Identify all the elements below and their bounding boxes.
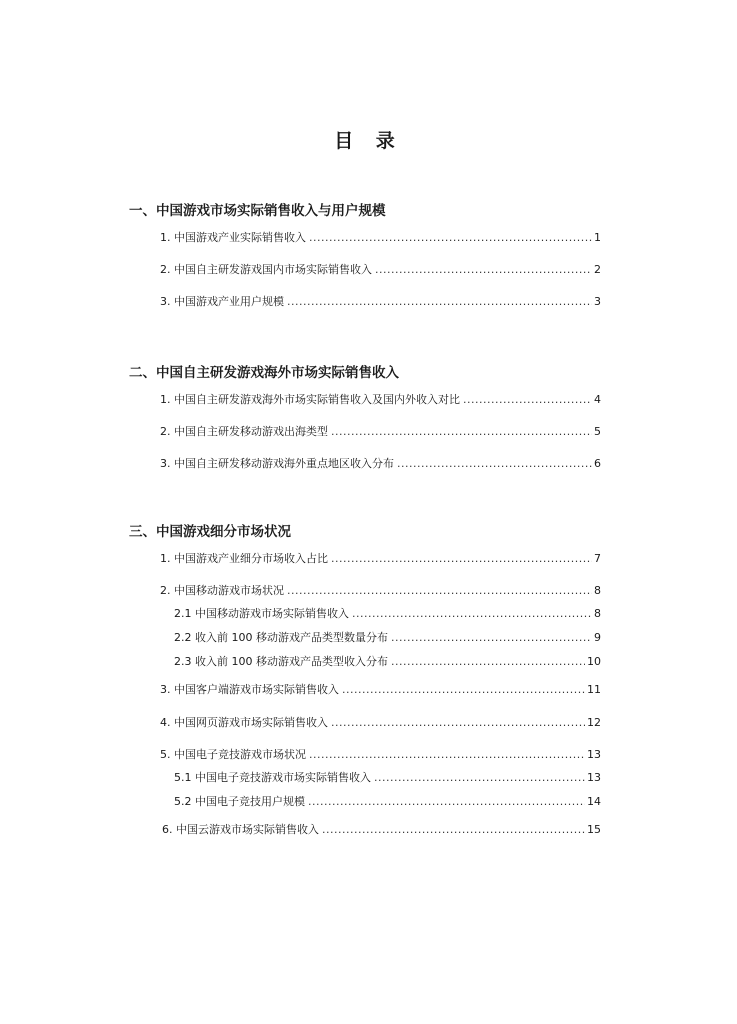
section-heading-3: 三、中国游戏细分市场状况 xyxy=(129,524,291,540)
toc-entry[interactable] xyxy=(174,795,601,809)
toc-entry-label: 3. 中国游戏产业用户规模 xyxy=(160,295,284,308)
dot-leader xyxy=(331,552,592,566)
dot-leader xyxy=(391,631,592,645)
toc-entry[interactable] xyxy=(160,263,601,277)
dot-leader xyxy=(331,425,592,439)
dot-leader xyxy=(287,584,592,598)
toc-page-number: 1 xyxy=(594,231,601,244)
toc-entry[interactable] xyxy=(160,295,601,309)
toc-entry-label: 2.1 中国移动游戏市场实际销售收入 xyxy=(174,607,349,620)
toc-page-number: 10 xyxy=(587,655,601,668)
toc-page-number: 8 xyxy=(594,584,601,597)
dot-leader xyxy=(331,716,585,730)
toc-entry-label: 2.2 收入前 100 移动游戏产品类型数量分布 xyxy=(174,631,388,644)
toc-entry[interactable] xyxy=(160,425,601,439)
toc-entry-label: 5.1 中国电子竞技游戏市场实际销售收入 xyxy=(174,771,371,784)
dot-leader xyxy=(308,795,585,809)
toc-entry-label: 3. 中国自主研发移动游戏海外重点地区收入分布 xyxy=(160,457,394,470)
toc-page-number: 15 xyxy=(587,823,601,836)
dot-leader xyxy=(309,748,585,762)
dot-leader xyxy=(287,295,592,309)
toc-page-number: 11 xyxy=(587,683,601,696)
section-heading-1: 一、中国游戏市场实际销售收入与用户规模 xyxy=(129,203,386,219)
toc-entry-label: 1. 中国自主研发游戏海外市场实际销售收入及国内外收入对比 xyxy=(160,393,460,406)
toc-page-number: 4 xyxy=(594,393,601,406)
dot-leader xyxy=(374,771,585,785)
dot-leader xyxy=(391,655,585,669)
toc-entry-label: 5. 中国电子竞技游戏市场状况 xyxy=(160,748,306,761)
toc-entry-label: 1. 中国游戏产业细分市场收入占比 xyxy=(160,552,328,565)
toc-entry[interactable] xyxy=(160,457,601,471)
toc-entry-label: 2.3 收入前 100 移动游戏产品类型收入分布 xyxy=(174,655,388,668)
toc-entry-label: 6. 中国云游戏市场实际销售收入 xyxy=(162,823,319,836)
dot-leader xyxy=(397,457,592,471)
toc-entry-label: 3. 中国客户端游戏市场实际销售收入 xyxy=(160,683,339,696)
toc-entry[interactable] xyxy=(174,655,601,669)
toc-entry-label: 2. 中国移动游戏市场状况 xyxy=(160,584,284,597)
toc-page-number: 5 xyxy=(594,425,601,438)
dot-leader xyxy=(352,607,592,621)
toc-entry[interactable] xyxy=(160,683,601,697)
dot-leader xyxy=(322,823,585,837)
toc-entry[interactable] xyxy=(160,584,601,598)
toc-entry[interactable] xyxy=(160,393,601,407)
toc-page-number: 13 xyxy=(587,771,601,784)
toc-page-number: 6 xyxy=(594,457,601,470)
section-heading-2: 二、中国自主研发游戏海外市场实际销售收入 xyxy=(129,365,399,381)
toc-page-number: 2 xyxy=(594,263,601,276)
toc-entry[interactable] xyxy=(160,231,601,245)
dot-leader xyxy=(463,393,592,407)
toc-page-number: 13 xyxy=(587,748,601,761)
toc-entry[interactable] xyxy=(174,631,601,645)
toc-page-number: 12 xyxy=(587,716,601,729)
page-title: 目 录 xyxy=(334,130,403,152)
toc-page-number: 8 xyxy=(594,607,601,620)
toc-entry-label: 2. 中国自主研发游戏国内市场实际销售收入 xyxy=(160,263,372,276)
toc-entry[interactable] xyxy=(160,552,601,566)
dot-leader xyxy=(375,263,592,277)
toc-entry[interactable] xyxy=(160,716,601,730)
toc-entry[interactable] xyxy=(174,607,601,621)
dot-leader xyxy=(309,231,592,245)
toc-entry-label: 5.2 中国电子竞技用户规模 xyxy=(174,795,305,808)
dot-leader xyxy=(342,683,585,697)
toc-entry[interactable] xyxy=(162,823,601,837)
toc-entry-label: 2. 中国自主研发移动游戏出海类型 xyxy=(160,425,328,438)
toc-entry-label: 1. 中国游戏产业实际销售收入 xyxy=(160,231,306,244)
toc-entry[interactable] xyxy=(160,748,601,762)
toc-page-number: 14 xyxy=(587,795,601,808)
toc-entry-label: 4. 中国网页游戏市场实际销售收入 xyxy=(160,716,328,729)
toc-page-number: 7 xyxy=(594,552,601,565)
toc-page-number: 3 xyxy=(594,295,601,308)
toc-page-number: 9 xyxy=(594,631,601,644)
toc-entry[interactable] xyxy=(174,771,601,785)
